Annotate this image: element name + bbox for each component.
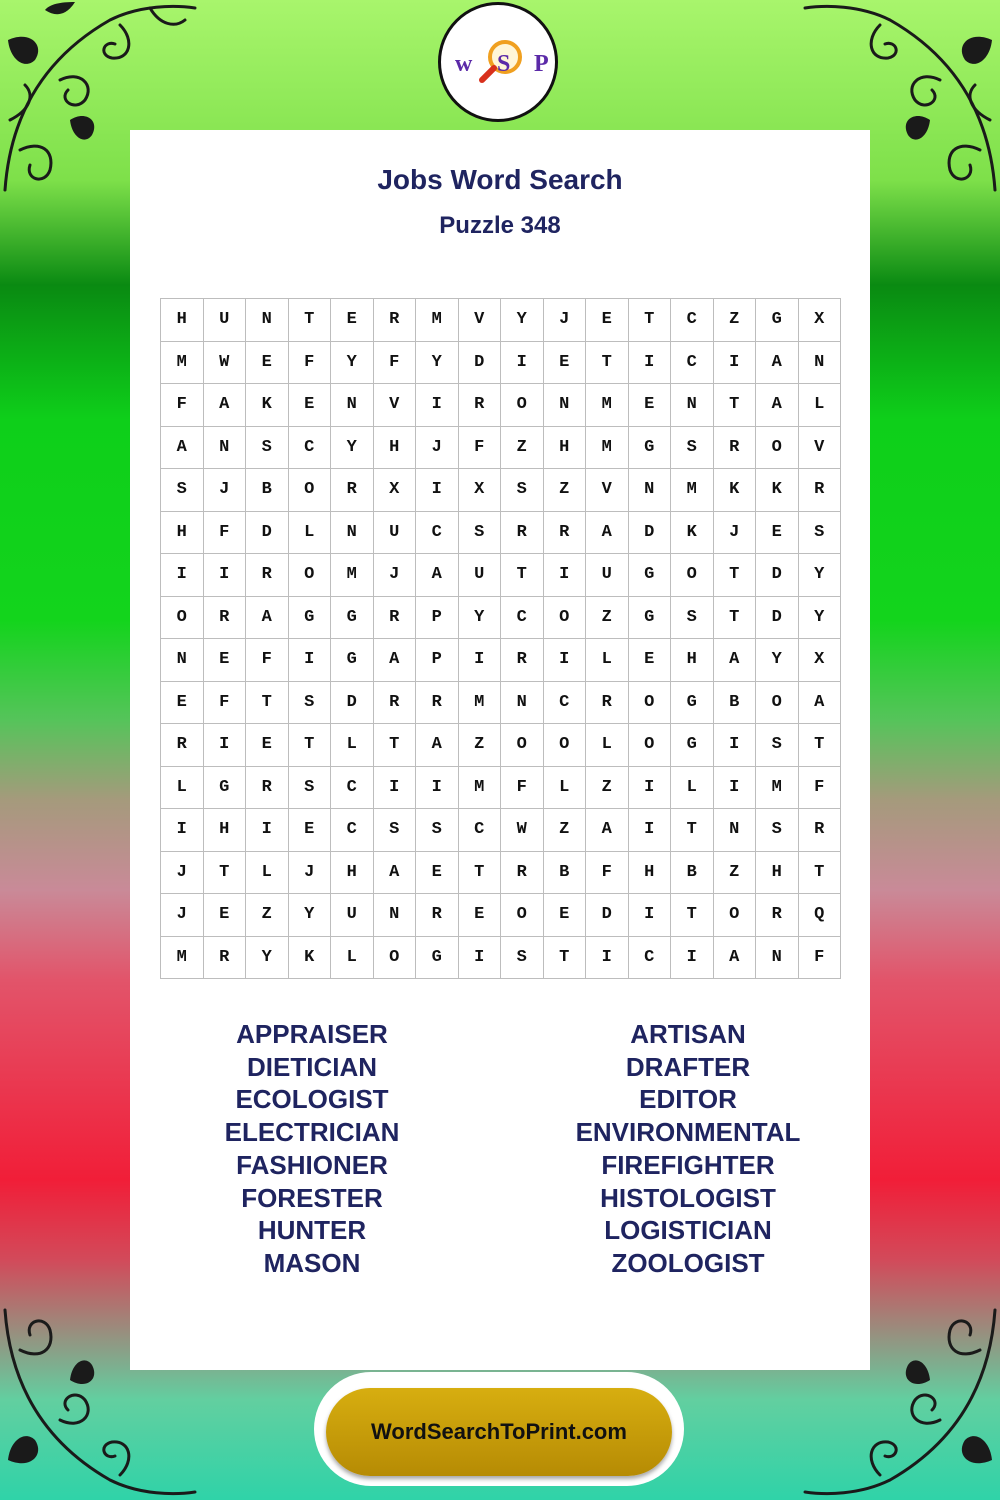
grid-cell[interactable]: I [416,384,459,427]
grid-cell[interactable]: S [756,724,799,767]
grid-cell[interactable]: E [331,299,374,342]
grid-cell[interactable]: E [629,639,672,682]
grid-cell[interactable]: E [204,894,247,937]
grid-cell[interactable]: R [501,639,544,682]
grid-cell[interactable]: F [289,342,332,385]
grid-cell[interactable]: O [501,724,544,767]
grid-cell[interactable]: Z [586,597,629,640]
grid-cell[interactable]: S [501,937,544,980]
grid-cell[interactable]: G [671,724,714,767]
grid-cell[interactable]: B [671,852,714,895]
grid-cell[interactable]: R [246,554,289,597]
footer-badge [314,1372,684,1486]
grid-cell[interactable]: Y [289,894,332,937]
grid-cell[interactable]: R [204,937,247,980]
grid-cell[interactable]: M [416,299,459,342]
grid-cell[interactable]: E [544,342,587,385]
grid-cell[interactable]: I [629,342,672,385]
grid-cell[interactable]: O [161,597,204,640]
grid-cell[interactable]: R [459,384,502,427]
grid-cell[interactable]: A [714,937,757,980]
word-list-right [538,1018,838,1280]
grid-cell[interactable]: O [374,937,417,980]
grid-cell[interactable]: E [289,809,332,852]
grid-cell[interactable]: X [799,639,842,682]
grid-cell[interactable]: D [331,682,374,725]
word-item: FIREFIGHTER [601,1149,775,1180]
grid-cell[interactable]: T [586,342,629,385]
grid-cell[interactable]: S [289,767,332,810]
grid-cell[interactable]: A [246,597,289,640]
letter-grid [160,298,841,979]
grid-cell[interactable]: O [289,554,332,597]
grid-cell[interactable]: H [161,512,204,555]
grid-cell[interactable]: E [161,682,204,725]
grid-cell[interactable]: G [671,682,714,725]
grid-cell[interactable]: T [799,724,842,767]
grid-cell[interactable]: Z [459,724,502,767]
word-item: APPRAISER [236,1019,388,1049]
grid-cell[interactable]: I [161,809,204,852]
grid-cell[interactable]: N [714,809,757,852]
grid-cell[interactable]: I [416,767,459,810]
grid-cell[interactable]: N [671,384,714,427]
grid-cell[interactable]: N [374,894,417,937]
word-item: HUNTER [257,1215,367,1246]
word-item: ECOLOGIST [235,1084,389,1115]
grid-cell[interactable]: T [204,852,247,895]
grid-cell[interactable]: A [586,512,629,555]
grid-cell[interactable]: U [459,554,502,597]
grid-cell[interactable]: Y [756,639,799,682]
grid-cell[interactable]: S [246,427,289,470]
grid-cell[interactable]: O [501,894,544,937]
grid-cell[interactable]: T [289,724,332,767]
grid-cell[interactable]: S [799,512,842,555]
grid-cell[interactable]: I [374,767,417,810]
grid-cell[interactable]: O [714,894,757,937]
grid-cell[interactable]: K [756,469,799,512]
grid-cell[interactable]: N [246,299,289,342]
grid-cell[interactable]: D [459,342,502,385]
grid-cell[interactable]: Y [459,597,502,640]
grid-cell[interactable]: M [586,427,629,470]
grid-cell[interactable]: T [714,384,757,427]
grid-cell[interactable]: I [671,937,714,980]
grid-cell[interactable]: F [204,682,247,725]
grid-cell[interactable]: V [799,427,842,470]
grid-cell[interactable]: R [756,894,799,937]
grid-cell[interactable]: D [586,894,629,937]
grid-cell[interactable]: C [416,512,459,555]
grid-cell[interactable]: Z [714,299,757,342]
grid-cell[interactable]: V [459,299,502,342]
grid-cell[interactable]: Y [799,597,842,640]
grid-cell[interactable]: J [714,512,757,555]
grid-cell[interactable]: L [289,512,332,555]
grid-cell[interactable]: M [161,342,204,385]
grid-cell[interactable]: M [671,469,714,512]
grid-cell[interactable]: X [459,469,502,512]
grid-cell[interactable]: C [331,809,374,852]
grid-cell[interactable]: E [629,384,672,427]
word-item: LOGISTICIAN [604,1215,772,1246]
grid-cell[interactable]: V [586,469,629,512]
grid-cell[interactable]: Y [799,554,842,597]
grid-cell[interactable]: H [331,852,374,895]
grid-cell[interactable]: O [756,427,799,470]
grid-cell[interactable]: U [374,512,417,555]
grid-cell[interactable]: A [756,342,799,385]
grid-cell[interactable]: M [459,767,502,810]
grid-cell[interactable]: Y [246,937,289,980]
grid-cell[interactable]: O [544,724,587,767]
grid-cell[interactable]: E [246,342,289,385]
grid-cell[interactable]: E [544,894,587,937]
grid-cell[interactable]: I [459,639,502,682]
grid-cell[interactable]: C [671,299,714,342]
grid-cell[interactable]: S [756,809,799,852]
grid-cell[interactable]: I [459,937,502,980]
grid-cell[interactable]: A [374,639,417,682]
grid-cell[interactable]: R [799,469,842,512]
grid-cell[interactable]: C [629,937,672,980]
grid-cell[interactable]: L [331,937,374,980]
puzzle-number: Puzzle 348 [439,212,561,239]
grid-cell[interactable]: A [586,809,629,852]
grid-cell[interactable]: O [629,724,672,767]
grid-cell[interactable]: V [374,384,417,427]
grid-cell[interactable]: T [671,809,714,852]
grid-cell[interactable]: A [714,639,757,682]
grid-cell[interactable]: T [714,554,757,597]
grid-cell[interactable]: I [161,554,204,597]
grid-cell[interactable]: C [331,767,374,810]
word-item: FASHIONER [236,1149,388,1180]
grid-cell[interactable]: C [289,427,332,470]
grid-cell[interactable]: G [331,597,374,640]
grid-cell[interactable]: G [289,597,332,640]
grid-cell[interactable]: T [799,852,842,895]
grid-cell[interactable]: H [629,852,672,895]
grid-cell[interactable]: I [629,894,672,937]
grid-cell[interactable]: R [416,682,459,725]
grid-cell[interactable]: A [416,724,459,767]
grid-cell[interactable]: L [799,384,842,427]
grid-cell[interactable]: L [586,724,629,767]
word-item: HISTOLOGIST [600,1182,776,1213]
grid-cell[interactable]: M [586,384,629,427]
grid-cell[interactable]: I [629,767,672,810]
grid-cell[interactable]: H [204,809,247,852]
puzzle-sheet [130,130,870,1370]
grid-cell[interactable]: X [374,469,417,512]
grid-cell[interactable]: O [629,682,672,725]
grid-cell[interactable]: T [714,597,757,640]
grid-cell[interactable]: A [799,682,842,725]
grid-cell[interactable]: Z [501,427,544,470]
puzzle-title: Jobs Word Search [377,164,623,195]
grid-cell[interactable]: F [501,767,544,810]
grid-cell[interactable]: U [586,554,629,597]
grid-cell[interactable]: M [459,682,502,725]
grid-cell[interactable]: I [289,639,332,682]
word-item: DIETICIAN [247,1051,377,1082]
grid-cell[interactable]: I [714,342,757,385]
grid-cell[interactable]: R [161,724,204,767]
grid-cell[interactable]: T [374,724,417,767]
grid-cell[interactable]: F [246,639,289,682]
grid-cell[interactable]: J [416,427,459,470]
website-link[interactable]: WordSearchToPrint.com [371,1419,627,1444]
word-item: ENVIRONMENTAL [575,1117,801,1148]
grid-cell[interactable]: H [374,427,417,470]
grid-cell[interactable]: T [246,682,289,725]
logo-letter-s: S [497,51,511,77]
grid-cell[interactable]: A [204,384,247,427]
grid-cell[interactable]: J [161,894,204,937]
grid-cell[interactable]: U [204,299,247,342]
grid-cell[interactable]: Z [544,809,587,852]
grid-cell[interactable]: G [416,937,459,980]
grid-cell[interactable]: G [331,639,374,682]
grid-cell[interactable]: O [671,554,714,597]
grid-cell[interactable]: F [161,384,204,427]
grid-cell[interactable]: J [161,852,204,895]
grid-cell[interactable]: S [374,809,417,852]
grid-cell[interactable]: H [161,299,204,342]
grid-cell[interactable]: A [756,384,799,427]
grid-cell[interactable]: W [204,342,247,385]
grid-cell[interactable]: N [331,512,374,555]
grid-cell[interactable]: Z [714,852,757,895]
grid-cell[interactable]: I [246,809,289,852]
grid-cell[interactable]: N [629,469,672,512]
grid-cell[interactable]: D [756,597,799,640]
grid-cell[interactable]: I [544,554,587,597]
grid-cell[interactable]: R [204,597,247,640]
grid-cell[interactable]: F [204,512,247,555]
grid-cell[interactable]: A [161,427,204,470]
grid-cell[interactable]: U [331,894,374,937]
grid-cell[interactable]: Y [331,427,374,470]
grid-cell[interactable]: X [799,299,842,342]
grid-cell[interactable]: L [544,767,587,810]
grid-cell[interactable]: C [544,682,587,725]
grid-cell[interactable]: D [246,512,289,555]
grid-cell[interactable]: T [544,937,587,980]
grid-cell[interactable]: S [671,597,714,640]
word-item: DRAFTER [625,1051,751,1082]
grid-cell[interactable]: C [671,342,714,385]
website-button[interactable] [326,1388,672,1476]
grid-cell[interactable]: J [289,852,332,895]
word-item: EDITOR [639,1084,737,1115]
grid-cell[interactable]: E [459,894,502,937]
grid-cell[interactable]: R [501,852,544,895]
grid-cell[interactable]: R [374,299,417,342]
grid-cell[interactable]: O [501,384,544,427]
logo-letter-p: P [534,51,549,77]
grid-cell[interactable]: J [544,299,587,342]
grid-cell[interactable]: F [799,767,842,810]
grid-cell[interactable]: E [289,384,332,427]
grid-cell[interactable]: K [714,469,757,512]
grid-cell[interactable]: Z [544,469,587,512]
grid-cell[interactable]: Y [331,342,374,385]
grid-cell[interactable]: G [629,427,672,470]
grid-cell[interactable]: H [544,427,587,470]
grid-cell[interactable]: B [544,852,587,895]
grid-cell[interactable]: R [799,809,842,852]
grid-cell[interactable]: N [331,384,374,427]
grid-cell[interactable]: O [756,682,799,725]
grid-cell[interactable]: I [501,342,544,385]
grid-cell[interactable]: T [289,299,332,342]
grid-cell[interactable]: T [629,299,672,342]
grid-cell[interactable]: T [501,554,544,597]
grid-cell[interactable]: S [161,469,204,512]
grid-cell[interactable]: K [289,937,332,980]
grid-cell[interactable]: D [629,512,672,555]
grid-cell[interactable]: G [756,299,799,342]
word-item: FORESTER [241,1182,383,1213]
grid-cell[interactable]: N [161,639,204,682]
grid-cell[interactable]: I [204,724,247,767]
grid-cell[interactable]: I [714,767,757,810]
grid-cell[interactable]: Z [586,767,629,810]
word-item: MASON [263,1247,361,1278]
grid-cell[interactable]: M [161,937,204,980]
grid-cell[interactable]: F [586,852,629,895]
grid-cell[interactable]: J [374,554,417,597]
grid-cell[interactable]: R [714,427,757,470]
grid-cell[interactable]: T [671,894,714,937]
grid-cell[interactable]: L [671,767,714,810]
word-item: ARTISAN [630,1019,746,1049]
grid-cell[interactable]: E [416,852,459,895]
grid-cell[interactable]: L [586,639,629,682]
grid-cell[interactable]: N [544,384,587,427]
grid-cell[interactable]: C [459,809,502,852]
logo-letter-w: w [455,51,473,77]
grid-cell[interactable]: H [756,852,799,895]
grid-cell[interactable]: A [416,554,459,597]
word-item: ZOOLOGIST [611,1247,765,1278]
grid-cell[interactable]: B [714,682,757,725]
grid-cell[interactable]: I [416,469,459,512]
grid-cell[interactable]: I [586,937,629,980]
grid-cell[interactable]: I [204,554,247,597]
grid-cell[interactable]: O [544,597,587,640]
grid-cell[interactable]: N [799,342,842,385]
grid-cell[interactable]: S [459,512,502,555]
grid-cell[interactable]: G [629,554,672,597]
grid-cell[interactable]: N [501,682,544,725]
grid-cell[interactable]: L [246,852,289,895]
grid-cell[interactable]: G [629,597,672,640]
grid-cell[interactable]: E [586,299,629,342]
grid-cell[interactable]: F [799,937,842,980]
grid-cell[interactable]: R [331,469,374,512]
grid-cell[interactable]: F [459,427,502,470]
grid-cell[interactable]: R [586,682,629,725]
grid-cell[interactable]: C [501,597,544,640]
grid-cell[interactable]: M [756,767,799,810]
grid-cell[interactable]: H [671,639,714,682]
grid-cell[interactable]: B [246,469,289,512]
grid-cell[interactable]: L [161,767,204,810]
grid-cell[interactable]: I [544,639,587,682]
grid-cell[interactable]: Z [246,894,289,937]
grid-cell[interactable]: E [246,724,289,767]
grid-cell[interactable]: N [756,937,799,980]
grid-cell[interactable]: S [671,427,714,470]
grid-cell[interactable]: W [501,809,544,852]
site-logo[interactable] [438,2,558,122]
grid-cell[interactable]: A [374,852,417,895]
grid-cell[interactable]: P [416,639,459,682]
word-list-left [162,1018,462,1280]
grid-cell[interactable]: O [289,469,332,512]
grid-cell[interactable]: Q [799,894,842,937]
grid-cell[interactable]: Y [501,299,544,342]
grid-cell[interactable]: Y [416,342,459,385]
grid-cell[interactable]: L [331,724,374,767]
grid-cell[interactable]: S [416,809,459,852]
grid-cell[interactable]: D [756,554,799,597]
grid-cell[interactable]: R [374,597,417,640]
grid-cell[interactable]: S [289,682,332,725]
grid-cell[interactable]: S [501,469,544,512]
grid-cell[interactable]: K [246,384,289,427]
grid-cell[interactable]: P [416,597,459,640]
grid-cell[interactable]: M [331,554,374,597]
grid-cell[interactable]: R [544,512,587,555]
grid-cell[interactable]: K [671,512,714,555]
grid-cell[interactable]: I [714,724,757,767]
grid-cell[interactable]: R [246,767,289,810]
word-item: ELECTRICIAN [224,1117,400,1148]
grid-cell[interactable]: F [374,342,417,385]
grid-cell[interactable]: G [204,767,247,810]
grid-cell[interactable]: R [416,894,459,937]
grid-cell[interactable]: R [501,512,544,555]
grid-cell[interactable]: T [459,852,502,895]
grid-cell[interactable]: R [374,682,417,725]
grid-cell[interactable]: N [204,427,247,470]
grid-cell[interactable]: J [204,469,247,512]
grid-cell[interactable]: E [756,512,799,555]
grid-cell[interactable]: E [204,639,247,682]
grid-cell[interactable]: I [629,809,672,852]
